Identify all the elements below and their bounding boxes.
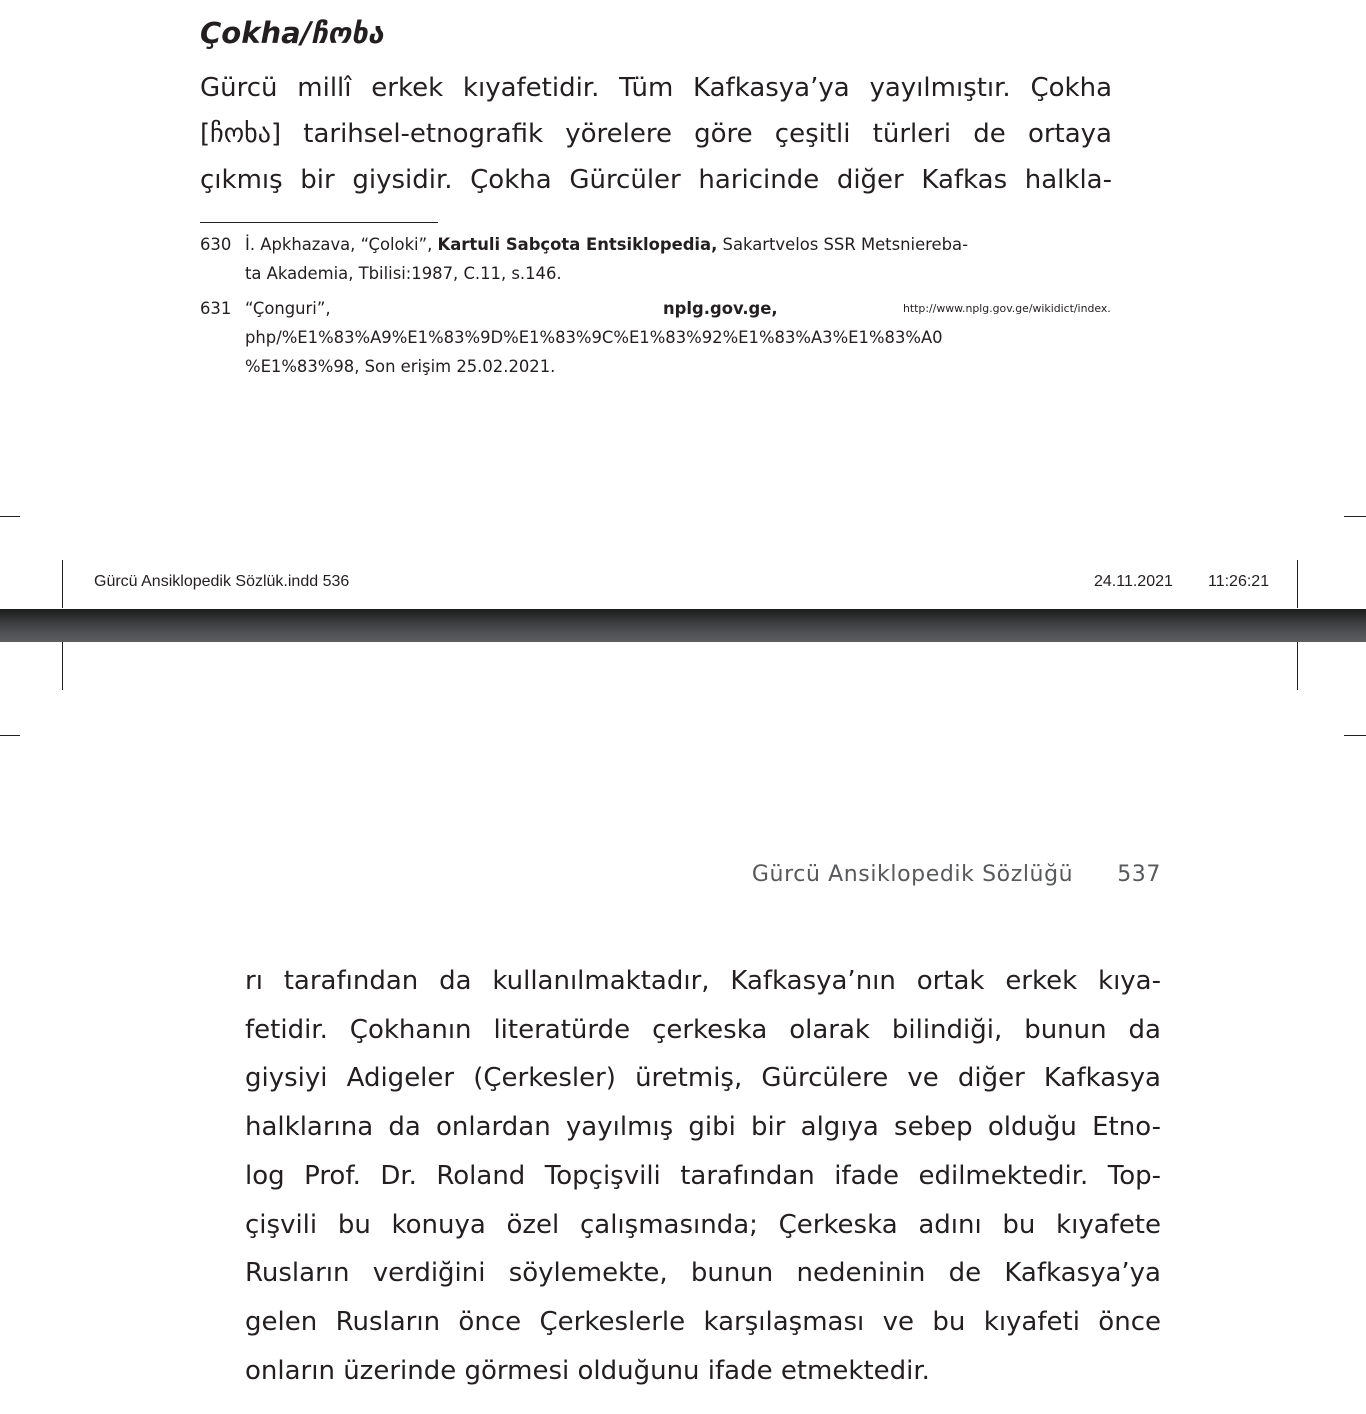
lower-body-line: Rusların verdiğini söylemekte, bunun nedeninin de Kafkasya’ya — [245, 1258, 1161, 1289]
crop-mark — [62, 642, 63, 690]
slug-date: 24.11.2021 — [1094, 573, 1173, 590]
footnote-author: İ. Apkhazava, “Çoloki”, — [245, 235, 438, 254]
footnote-site: nplg.gov.ge, — [663, 299, 778, 318]
lower-body-text — [245, 957, 1161, 1395]
footnote-url-continued[interactable]: php/%E1%83%A9%E1%83%9D%E1%83%9C%E1%83%92%E1%83%A3%E1%83%A0 — [245, 328, 943, 347]
footnote-line — [245, 230, 968, 259]
footnote-separator — [200, 222, 438, 223]
footnote-url[interactable]: http://www.nplg.gov.ge/wikidict/index. — [903, 302, 1111, 315]
upper-body-line: [ჩოხა] tarihsel-etnografik yörelere göre çeşitli türleri de ortaya — [200, 119, 1112, 149]
upper-body-text — [200, 65, 1112, 203]
slug-time: 11:26:21 — [1208, 573, 1270, 590]
upper-body-line: çıkmış bir giysidir. Çokha Gürcüler haricinde diğer Kafkas halkla- — [200, 165, 1112, 195]
footnote-access-date: %E1%83%98, Son erişim 25.02.2021. — [245, 357, 556, 376]
footnote-line: ta Akademia, Tbilisi:1987, C.11, s.146. — [245, 264, 562, 283]
entry-title: Çokha/ჩოხა — [200, 16, 384, 50]
crop-mark — [1344, 735, 1366, 736]
footnote-number: 630 — [200, 235, 232, 254]
upper-body-line: Gürcü millî erkek kıyafetidir. Tüm Kafkasya’ya yayılmıştır. Çokha — [200, 73, 1112, 103]
crop-mark — [1297, 560, 1298, 608]
crop-mark — [1344, 516, 1366, 517]
footnote-publisher: Sakartvelos SSR Metsniereba- — [717, 235, 968, 254]
running-head — [752, 862, 1161, 887]
crop-mark — [0, 735, 20, 736]
lower-body-line: rı tarafından da kullanılmaktadır, Kafkasya’nın ortak erkek kıya- — [245, 966, 1161, 996]
lower-body-line: fetidir. Çokhanın literatürde çerkeska olarak bilindiği, bunun da — [245, 1014, 1161, 1045]
lower-body-line: giysiyi Adigeler (Çerkesler) üretmiş, Gürcülere ve diğer Kafkasya — [245, 1063, 1161, 1094]
footnote-source-title: Kartuli Sabçota Entsiklopedia, — [437, 235, 718, 254]
page-gap-band — [0, 609, 1366, 642]
crop-mark — [62, 560, 63, 608]
running-head-title: Gürcü Ansiklopedik Sözlüğü — [751, 862, 1074, 887]
crop-mark — [1297, 642, 1298, 690]
lower-body-line: gelen Rusların önce Çerkeslerle karşılaşması ve bu kıyafeti önce — [245, 1306, 1161, 1337]
slug-file-info: Gürcü Ansiklopedik Sözlük.indd 536 — [94, 573, 350, 590]
footnote-title: “Çonguri”, — [245, 299, 331, 318]
lower-body-line: çişvili bu konuya özel çalışmasında; Çerkeska adını bu kıyafete — [245, 1209, 1161, 1240]
lower-body-line: log Prof. Dr. Roland Topçişvili tarafından ifade edilmektedir. Top- — [245, 1160, 1161, 1191]
footnote-number: 631 — [200, 299, 232, 318]
lower-body-line: onların üzerinde görmesi olduğunu ifade etmektedir. — [245, 1355, 930, 1386]
lower-body-line: halklarına da onlardan yayılmış gibi bir algıya sebep olduğu Etno- — [245, 1112, 1161, 1143]
page-number: 537 — [1117, 862, 1161, 887]
crop-mark — [0, 516, 20, 517]
